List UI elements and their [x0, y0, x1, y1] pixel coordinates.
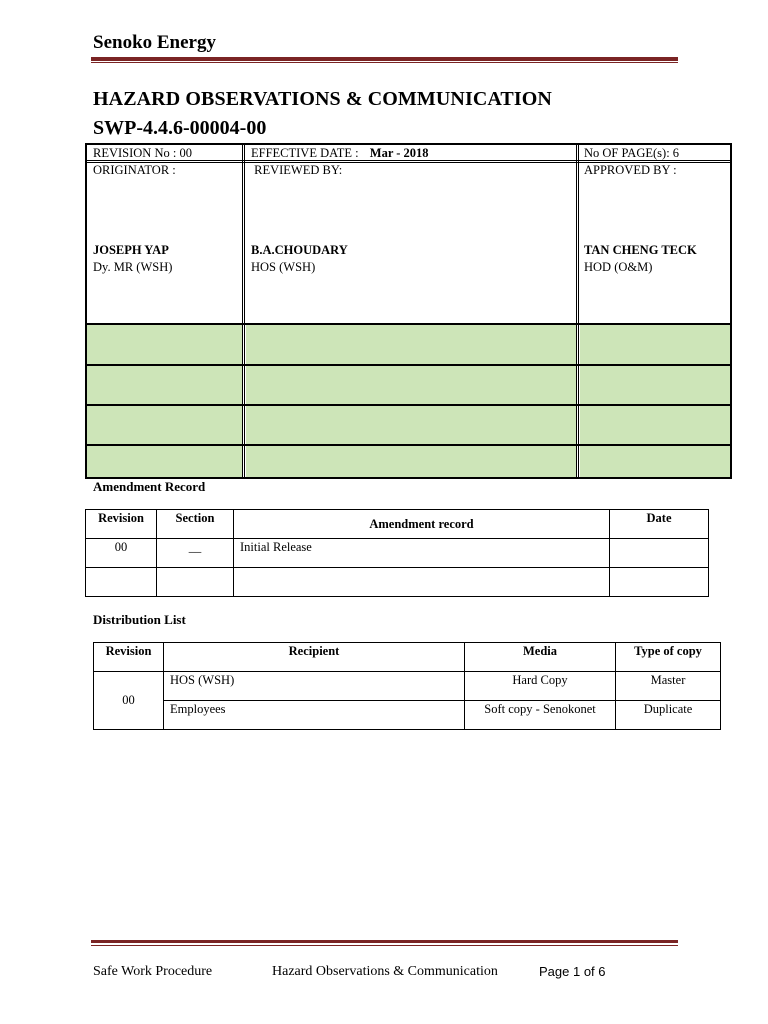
row-divider [87, 364, 730, 366]
green-row [246, 366, 577, 404]
footer-page-number: Page 1 of 6 [539, 964, 606, 979]
signoff-table [85, 143, 732, 479]
amendment-col-date: Date [610, 510, 709, 539]
table-row [94, 701, 721, 730]
distribution-media: Hard Copy [465, 672, 616, 701]
amendment-record: Initial Release [234, 539, 610, 568]
empty-cell [610, 568, 709, 597]
document-code: SWP-4.4.6-00004-00 [93, 117, 267, 139]
distribution-heading: Distribution List [93, 612, 186, 627]
row-divider [87, 444, 730, 446]
reviewed-by-label: REVIEWED BY: [251, 163, 343, 177]
distribution-revision: 00 [94, 672, 164, 730]
green-row [580, 406, 730, 444]
green-row [580, 325, 730, 364]
approved-by-label: APPROVED BY : [584, 163, 677, 177]
originator-name: JOSEPH YAP [93, 243, 169, 257]
amendment-col-section: Section [157, 510, 234, 539]
distribution-col-recipient: Recipient [164, 643, 465, 672]
distribution-col-revision: Revision [94, 643, 164, 672]
distribution-recipient: Employees [164, 701, 465, 730]
originator-role: Dy. MR (WSH) [93, 260, 173, 274]
green-row [246, 446, 577, 477]
revision-label: REVISION No : 00 [93, 146, 192, 160]
green-row [580, 366, 730, 404]
footer-rule-thin [91, 945, 678, 946]
distribution-media: Soft copy - Senokonet [465, 701, 616, 730]
originator-label: ORIGINATOR : [93, 163, 176, 177]
reviewer-role: HOS (WSH) [251, 260, 316, 274]
green-row [87, 366, 243, 404]
green-row [246, 325, 577, 364]
column-divider [244, 145, 246, 477]
footer-rule [91, 940, 678, 943]
empty-cell [86, 568, 157, 597]
distribution-recipient: HOS (WSH) [164, 672, 465, 701]
approver-role: HOD (O&M) [584, 260, 653, 274]
green-row [87, 406, 243, 444]
amendment-section: __ [157, 539, 234, 568]
table-row [94, 672, 721, 701]
footer-document-name: Hazard Observations & Communication [272, 964, 498, 979]
effective-date-label: EFFECTIVE DATE : [251, 146, 359, 160]
table-row [86, 568, 709, 597]
amendment-date [610, 539, 709, 568]
distribution-type: Duplicate [616, 701, 721, 730]
green-row [87, 446, 243, 477]
footer-procedure-type: Safe Work Procedure [93, 964, 213, 979]
distribution-type: Master [616, 672, 721, 701]
row-divider [87, 404, 730, 406]
green-row [87, 325, 243, 364]
header-rule [91, 57, 678, 61]
document-title: HAZARD OBSERVATIONS & COMMUNICATION [93, 88, 552, 110]
distribution-col-media: Media [465, 643, 616, 672]
distribution-table [93, 642, 721, 730]
effective-date-field [251, 146, 429, 161]
reviewer-name: B.A.CHOUDARY [251, 243, 348, 257]
amendment-heading: Amendment Record [93, 479, 206, 494]
amendment-table [85, 509, 709, 597]
table-row [86, 539, 709, 568]
empty-cell [157, 568, 234, 597]
green-row [580, 446, 730, 477]
column-divider [578, 145, 580, 477]
row-divider [87, 323, 730, 325]
amendment-col-revision: Revision [86, 510, 157, 539]
company-name: Senoko Energy [93, 32, 216, 53]
distribution-col-type: Type of copy [616, 643, 721, 672]
approver-name: TAN CHENG TECK [584, 243, 697, 257]
header-rule-thin [91, 62, 678, 63]
page-count-label: No OF PAGE(s): 6 [584, 146, 680, 160]
green-row [246, 406, 577, 444]
empty-cell [234, 568, 610, 597]
effective-date-value: Mar - 2018 [369, 146, 429, 160]
amendment-revision: 00 [86, 539, 157, 568]
amendment-col-record: Amendment record [234, 510, 610, 539]
